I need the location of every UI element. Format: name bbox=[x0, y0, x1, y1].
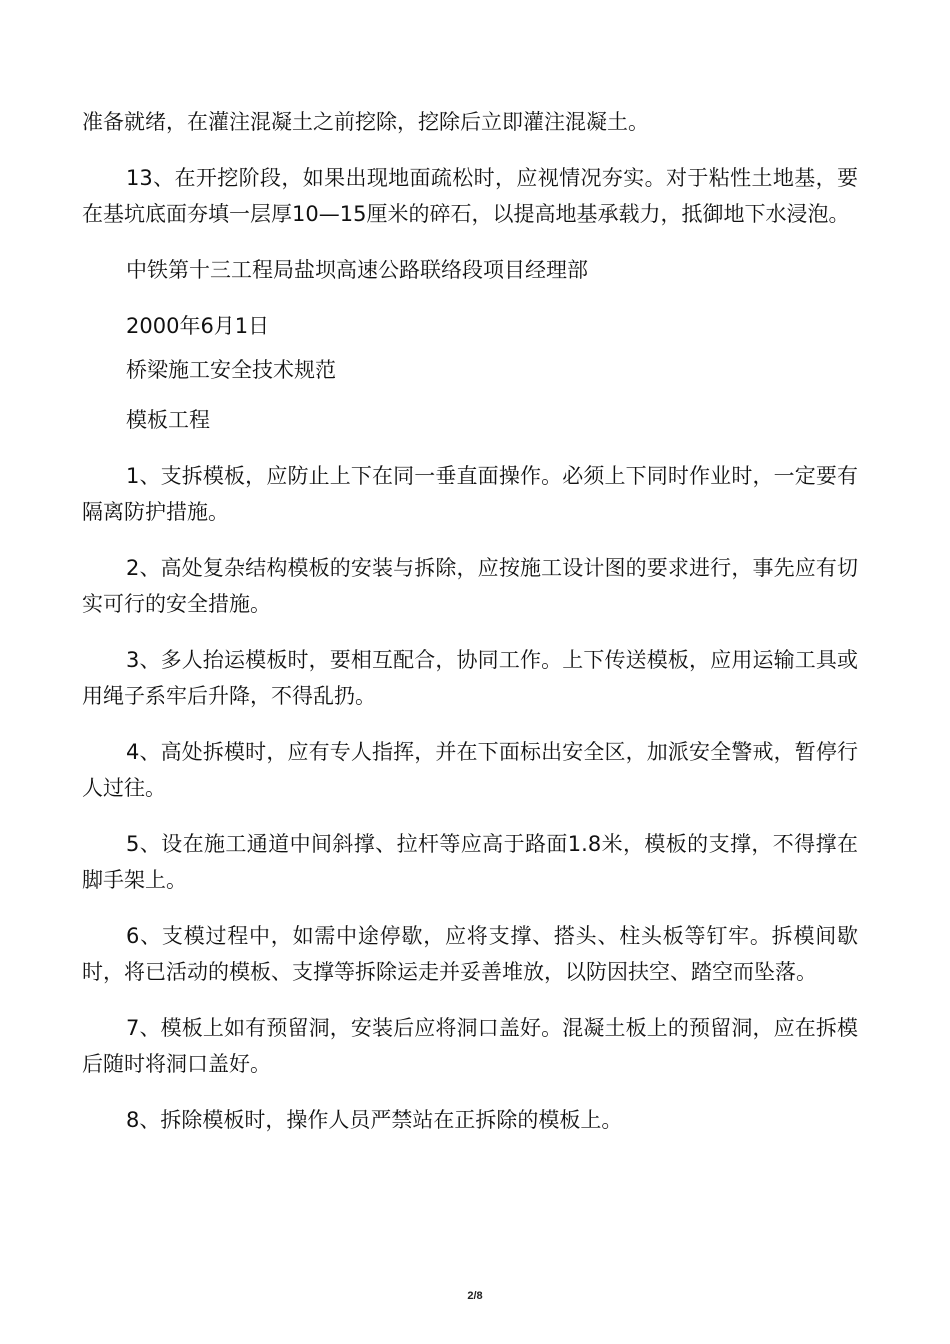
paragraph-item-4: 4、高处拆模时，应有专人指挥，并在下面标出安全区，加派安全警戒，暂停行人过往。 bbox=[82, 740, 858, 800]
paragraph-continuation: 准备就绪，在灌注混凝土之前挖除，挖除后立即灌注混凝土。 bbox=[82, 110, 649, 134]
paragraph-item-6: 6、支模过程中，如需中途停歇，应将支撑、搭头、柱头板等钉牢。拆模间歇时，将已活动的模板、支撑等拆除运走并妥善堆放，以防因扶空、踏空而坠落。 bbox=[82, 924, 858, 984]
document-body bbox=[82, 104, 858, 1158]
signature-organization: 中铁第十三工程局盐坝高速公路联络段项目经理部 bbox=[126, 258, 588, 282]
section-title: 桥梁施工安全技术规范 bbox=[126, 358, 336, 382]
signature-date: 2000年6月1日 bbox=[126, 314, 270, 338]
paragraph-item-13: 13、在开挖阶段，如果出现地面疏松时，应视情况夯实。对于粘性土地基，要在基坑底面夯填一层厚10—15厘米的碎石，以提高地基承载力，抵御地下水浸泡。 bbox=[82, 166, 858, 226]
paragraph-item-3: 3、多人抬运模板时，要相互配合，协同工作。上下传送模板，应用运输工具或用绳子系牢后升降，不得乱扔。 bbox=[82, 648, 858, 708]
paragraph-item-5: 5、设在施工通道中间斜撑、拉杆等应高于路面1.8米，模板的支撑，不得撑在脚手架上。 bbox=[82, 832, 858, 892]
paragraph-item-1: 1、支拆模板，应防止上下在同一垂直面操作。必须上下同时作业时，一定要有隔离防护措施。 bbox=[82, 464, 858, 524]
page-number: 2/8 bbox=[467, 1290, 483, 1302]
paragraph-item-2: 2、高处复杂结构模板的安装与拆除，应按施工设计图的要求进行，事先应有切实可行的安全措施。 bbox=[82, 556, 858, 616]
paragraph-item-8: 8、拆除模板时，操作人员严禁站在正拆除的模板上。 bbox=[126, 1108, 623, 1132]
paragraph-item-7: 7、模板上如有预留洞，安装后应将洞口盖好。混凝土板上的预留洞，应在拆模后随时将洞口盖好。 bbox=[82, 1016, 858, 1076]
subsection-title: 模板工程 bbox=[126, 408, 210, 432]
